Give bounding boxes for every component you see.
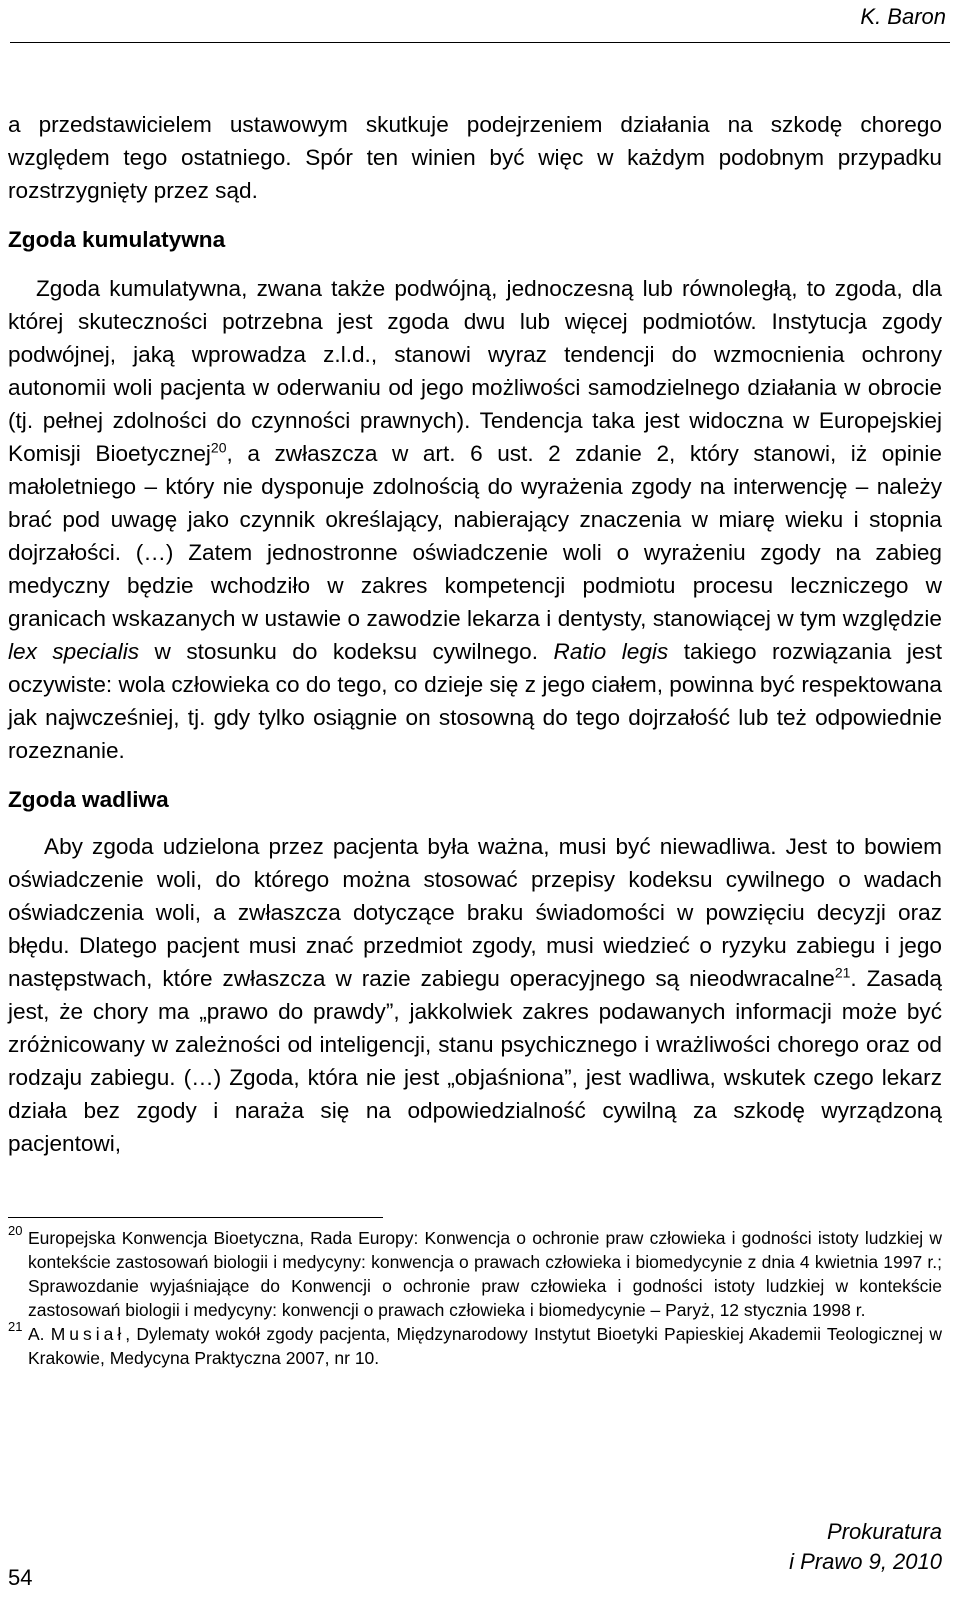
journal-title: Prokuratura <box>827 1519 942 1544</box>
text-span: w stosunku do kodeksu cywilnego. <box>139 639 554 664</box>
footnote-number: 20 <box>8 1223 23 1238</box>
paragraph-zgoda-wadliwa <box>8 830 942 1160</box>
text-span: , a zwłaszcza w art. 6 ust. 2 zdanie 2, który stanowi, iż opinie małoletniego – który nie dysponuje zdolnością do wyrażenia zgody na interwencję – należy brać pod uwagę jako czynnik określający, nabierający znaczenia w miarę wieku i stopnia dojrzałości. (…) Zatem jednostronne oświadczenie woli o wyrażeniu zgody na zabieg medyczny będzie wchodziło w zakres kompetencji podmiotu procesu leczniczego w granicach wskazanych w ustawie o zawodzie lekarza i dentysty, stanowiącej w tym względzie <box>8 441 942 631</box>
text-span: Zgoda kumulatywna, zwana także podwójną, jednoczesną lub równoległą, to zgoda, dla której skuteczności potrzebna jest zgoda dwu lub więcej podmiotów. Instytucja zgody podwójnej, jaką wprowadza z.l.d., stanowi wyraz tendencji do wzmocnienia ochrony autonomii woli pacjenta w oderwaniu od jego możliwości samodzielnego działania w obrocie (tj. pełnej zdolności do czynności prawnych). Tendencja taka jest widoczna w Europejskiej Komisji Bioetycznej <box>8 276 942 466</box>
footnote-text: Europejska Konwencja Bioetyczna, Rada Europy: Konwencja o ochronie praw człowieka i godności istoty ludzkiej w kontekście zastosowań biologii i medycyny: konwencja o prawach człowieka i biomedycynie z dnia 4 kwietnia 1997 r.; Sprawozdanie wyjaśniające do Konwencji o ochronie praw człowieka i godności istoty ludzkiej w kontekście zastosowań biologii i medycyny: konwencji o prawach człowieka i biomedycynie – Paryż, 12 stycznia 1998 r. <box>28 1228 942 1320</box>
main-text <box>8 108 942 1160</box>
journal-footer <box>742 1517 942 1577</box>
footnote-ref-20[interactable]: 20 <box>210 439 227 456</box>
footnote-21 <box>8 1319 942 1370</box>
section-heading-zgoda-wadliwa: Zgoda wadliwa <box>8 787 169 812</box>
footnote-number: 21 <box>8 1319 23 1334</box>
text-span: . Zasadą jest, że chory ma „prawo do prawdy”, jakkolwiek zakres podawanych informacji może być zróżnicowany w zależności od inteligencji, stanu psychicznego i wrażliwości chorego oraz od rodzaju zabiegu. (…) Zgoda, która nie jest „objaśniona”, jest wadliwa, wskutek czego lekarz działa bez zgody i naraża się na odpowiedzialność cywilną za szkodę wyrządzoną pacjentowi, <box>8 966 942 1156</box>
running-header-author: K. Baron <box>860 4 946 29</box>
paragraph-continued: a przedstawicielem ustawowym skutkuje podejrzeniem działania na szkodę chorego względem tego ostatniego. Spór ten winien być więc w każdym podobnym przypadku rozstrzygnięty przez sąd. <box>8 112 942 203</box>
footnote-20 <box>8 1223 942 1322</box>
italic-term-lex-specialis: lex specialis <box>8 639 140 664</box>
page-number: 54 <box>8 1565 33 1590</box>
footnotes <box>8 1223 942 1370</box>
italic-term-ratio-legis: Ratio legis <box>553 639 669 664</box>
paragraph-zgoda-kumulatywna <box>8 272 942 767</box>
footnote-author-initial: A. <box>28 1324 51 1344</box>
footnote-ref-21[interactable]: 21 <box>834 964 851 981</box>
footnote-separator <box>8 1217 383 1218</box>
section-heading-zgoda-kumulatywna: Zgoda kumulatywna <box>8 227 226 252</box>
text-span: Aby zgoda udzielona przez pacjenta była ważna, musi być niewadliwa. Jest to bowiem oświadczenie woli, do którego można stosować przepisy kodeksu cywilnego o wadach oświadczenia woli, a zwłaszcza dotyczące braku świadomości w powzięciu decyzji oraz błędu. Dlatego pacjent musi znać przedmiot zgody, musi wiedzieć o ryzyku zabiegu i jego następstwach, które zwłaszcza w razie zabiegu operacyjnego są nieodwracalne <box>8 834 942 991</box>
journal-issue: i Prawo 9, 2010 <box>789 1549 942 1574</box>
text-span: takiego rozwiązania jest oczywiste: wola człowieka co do tego, co dzieje się z jego ciałem, powinna być respektowana jak najwcześniej, tj. gdy tylko osiągnie on stosowną do tego dojrzałość lub też odpowiednie rozeznanie. <box>8 639 942 763</box>
header-rule <box>10 42 950 43</box>
footnote-author-surname: Musiał <box>50 1324 126 1344</box>
footnote-text: , Dylematy wokół zgody pacjenta, Międzynarodowy Instytut Bioetyki Papieskiej Akademii Teologicznej w Krakowie, Medycyna Praktyczna 2007, nr 10. <box>28 1324 942 1368</box>
